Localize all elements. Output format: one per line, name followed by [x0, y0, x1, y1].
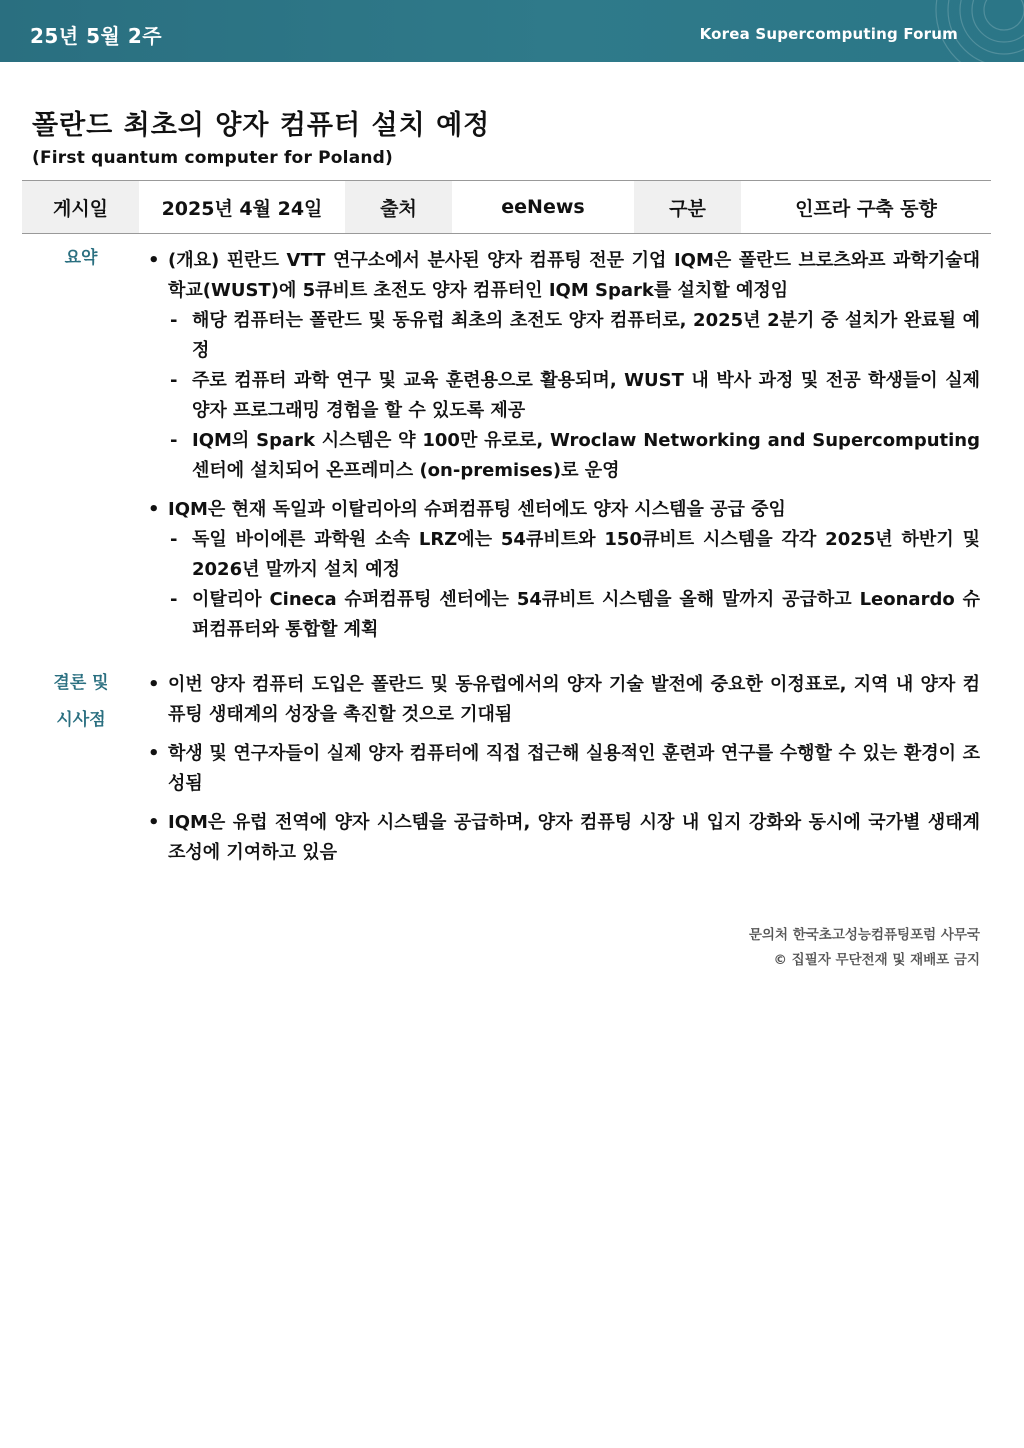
summary-sub-item: - 독일 바이에른 과학원 소속 LRZ에는 54큐비트와 150큐비트 시스템을 각각 2025년 하반기 및 2026년 말까지 설치 예정	[170, 529, 980, 580]
summary-sub-item: - 해당 컴퓨터는 폴란드 및 동유럽 최초의 초전도 양자 컴퓨터로, 2025년 2분기 중 설치가 완료될 예정	[170, 310, 980, 361]
summary-sub-item: - 주로 컴퓨터 과학 연구 및 교육 훈련용으로 활용되며, WUST 내 박사 과정 및 전공 학생들이 실제 양자 프로그래밍 경험을 할 수 있도록 제공	[170, 370, 980, 421]
summary-bullet: • (개요) 핀란드 VTT 연구소에서 분사된 양자 컴퓨팅 전문 기업 IQM은 폴란드 브로츠와프 과학기술대학교(WUST)에 5큐비트 초전도 양자 컴퓨터인 IQM Spark를 설치할 예정임	[148, 250, 980, 301]
summary-sub-item: - 이탈리아 Cineca 슈퍼컴퓨팅 센터에는 54큐비트 시스템을 올해 말까지 공급하고 Leonardo 슈퍼컴퓨터와 통합할 계획	[170, 589, 980, 640]
copyright-notice: © 집필자 무단전재 및 재배포 금지	[773, 952, 980, 968]
summary-sub-item: - IQM의 Spark 시스템은 약 100만 유로로, Wroclaw Networking and Supercomputing 센터에 설치되어 온프레미스 (on-premises)로 운영	[170, 430, 980, 481]
summary-content	[146, 246, 980, 645]
conclusion-bullet: • 이번 양자 컴퓨터 도입은 폴란드 및 동유럽에서의 양자 기술 발전에 중요한 이정표로, 지역 내 양자 컴퓨팅 생태계의 성장을 촉진할 것으로 기대됨	[148, 674, 980, 725]
conclusion-bullet: • 학생 및 연구자들이 실제 양자 컴퓨터에 직접 접근해 실용적인 훈련과 연구를 수행할 수 있는 환경이 조성됨	[148, 743, 980, 794]
page-title: 폴란드 최초의 양자 컴퓨터 설치 예정	[32, 110, 491, 141]
category-value: 인프라 구축 동향	[795, 197, 937, 220]
decorative-arcs-icon	[884, 0, 1024, 62]
posted-date-label: 게시일	[22, 181, 139, 233]
conclusion-bullet: • IQM은 유럽 전역에 양자 시스템을 공급하며, 양자 컴퓨팅 시장 내 입지 강화와 동시에 국가별 생태계 조성에 기여하고 있음	[148, 812, 980, 863]
conclusion-label-line1: 결론 및	[53, 673, 109, 693]
summary-label: 요약	[64, 248, 98, 268]
page-header-bar	[0, 0, 1024, 62]
summary-bullet: • IQM은 현재 독일과 이탈리아의 슈퍼컴퓨팅 센터에도 양자 시스템을 공급 중임	[148, 499, 786, 520]
forum-name: Korea Supercomputing Forum	[699, 25, 958, 43]
conclusion-label-line2: 시사점	[56, 710, 106, 730]
source-value: eeNews	[501, 196, 585, 218]
source-label: 출처	[345, 181, 452, 233]
meta-info-table	[22, 180, 991, 234]
category-label: 구분	[634, 181, 741, 233]
posted-date-value: 2025년 4월 24일	[161, 197, 323, 220]
contact-info: 문의처 한국초고성능컴퓨팅포럼 사무국	[748, 927, 980, 943]
issue-week: 25년 5월 2주	[30, 24, 163, 48]
conclusion-content	[146, 670, 980, 868]
page-footer	[749, 923, 980, 973]
conclusion-label	[46, 665, 116, 739]
page-subtitle: (First quantum computer for Poland)	[32, 148, 394, 168]
